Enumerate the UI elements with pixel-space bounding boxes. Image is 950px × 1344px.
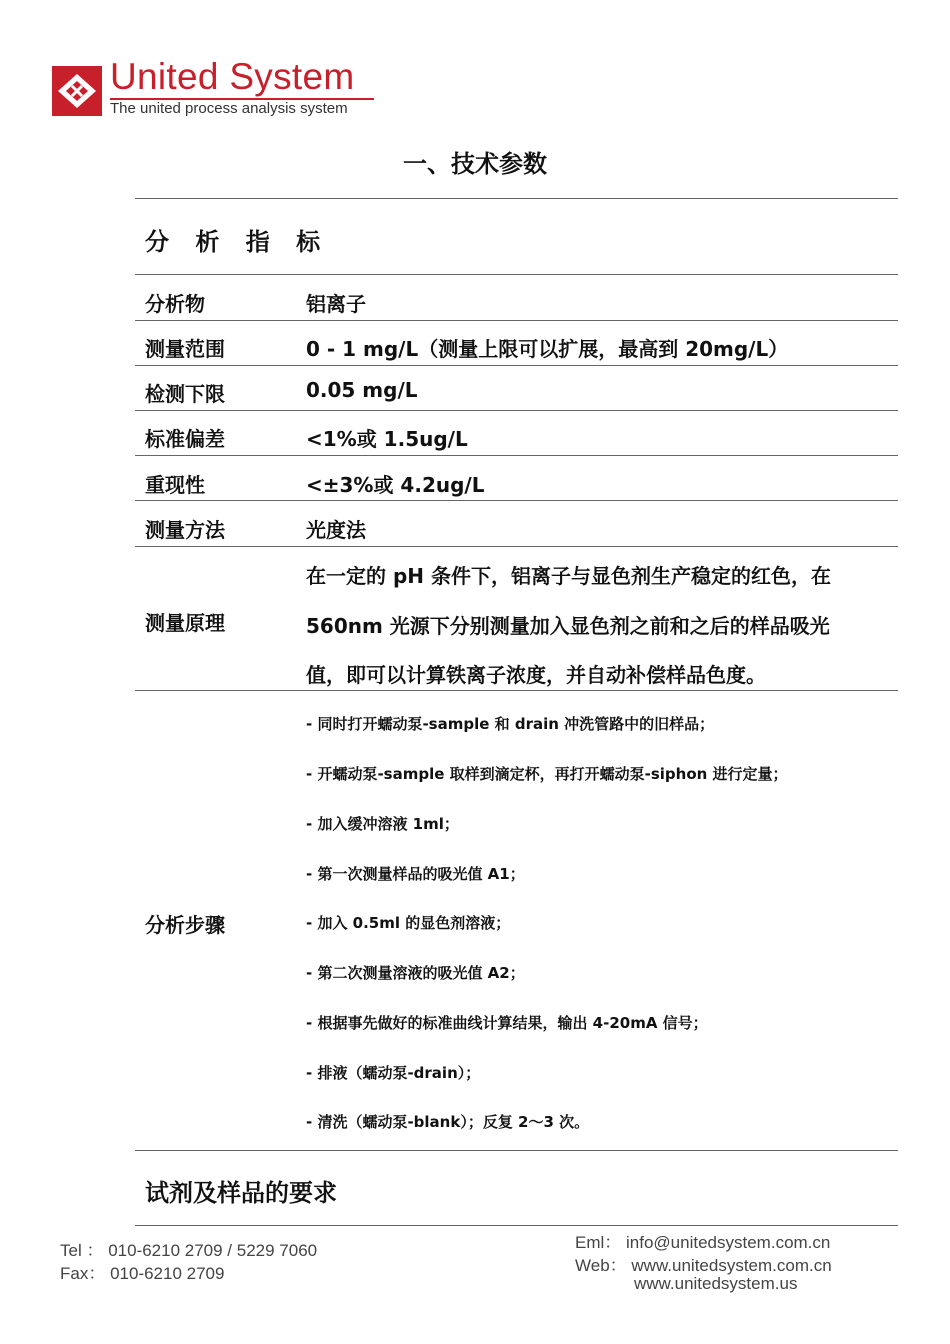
section-heading-reagents: 试剂及样品的要求 (145, 1179, 337, 1207)
table-divider (135, 365, 898, 366)
footer-fax-value: 010-6210 2709 (110, 1264, 225, 1283)
logo-mark-icon (52, 66, 102, 116)
row-label-range: 测量范围 (145, 337, 225, 361)
row-label-principle: 测量原理 (145, 611, 225, 635)
step-item: - 同时打开蠕动泵-sample 和 drain 冲洗管路中的旧样品； (306, 715, 715, 733)
step-item: - 根据事先做好的标准曲线计算结果，输出 4-20mA 信号； (306, 1014, 708, 1032)
table-divider (135, 1150, 898, 1151)
row-label-repeatability: 重现性 (145, 473, 205, 497)
row-label-steps: 分析步骤 (145, 913, 225, 937)
document-title: 一、技术参数 (403, 150, 547, 178)
footer-email-label: Eml： (575, 1233, 622, 1252)
footer-tel-label: Tel ： (60, 1241, 104, 1260)
step-item: - 排液（蠕动泵-drain）； (306, 1064, 481, 1082)
footer-divider (135, 1225, 898, 1226)
row-value-detection-limit: 0.05 mg/L (306, 378, 418, 402)
table-divider (135, 198, 898, 199)
step-item: - 加入缓冲溶液 1ml； (306, 815, 459, 833)
row-label-method: 测量方法 (145, 518, 225, 542)
principle-line: 在一定的 pH 条件下，铝离子与显色剂生产稳定的红色，在 (306, 564, 831, 588)
table-divider (135, 320, 898, 321)
row-value-repeatability: <±3%或 4.2ug/L (306, 473, 485, 497)
row-label-analyte: 分析物 (145, 292, 205, 316)
footer-web-value[interactable]: www.unitedsystem.com.cn (631, 1256, 832, 1275)
footer-web-label: Web： (575, 1256, 627, 1275)
table-divider (135, 546, 898, 547)
row-label-detection-limit: 检测下限 (145, 382, 225, 406)
footer-web (575, 1251, 832, 1276)
logo-tagline: The united process analysis system (110, 100, 348, 117)
table-divider (135, 410, 898, 411)
table-divider (135, 455, 898, 456)
footer-web-alt[interactable]: www.unitedsystem.us (634, 1274, 798, 1293)
footer-fax (60, 1259, 224, 1284)
principle-line: 560nm 光源下分别测量加入显色剂之前和之后的样品吸光 (306, 614, 830, 638)
step-item: - 第二次测量溶液的吸光值 A2； (306, 964, 525, 982)
footer-email-value[interactable]: info@unitedsystem.com.cn (626, 1233, 831, 1252)
row-value-analyte: 铝离子 (306, 292, 366, 316)
logo-name: United System (110, 56, 355, 97)
principle-line: 值，即可以计算铁离子浓度，并自动补偿样品色度。 (306, 663, 766, 687)
table-divider (135, 274, 898, 275)
company-logo (52, 56, 382, 122)
step-item: - 清洗（蠕动泵-blank）；反复 2～3 次。 (306, 1113, 590, 1131)
row-value-method: 光度法 (306, 518, 366, 542)
row-label-std-deviation: 标准偏差 (145, 427, 225, 451)
footer-email (575, 1228, 830, 1253)
table-divider (135, 500, 898, 501)
section-heading-indicators: 分 析 指 标 (145, 228, 330, 256)
footer-tel-value: 010-6210 2709 / 5229 7060 (108, 1241, 318, 1260)
step-item: - 加入 0.5ml 的显色剂溶液； (306, 914, 511, 932)
step-item: - 开蠕动泵-sample 取样到滴定杯，再打开蠕动泵-siphon 进行定量； (306, 765, 788, 783)
row-value-std-deviation: <1%或 1.5ug/L (306, 427, 468, 451)
row-value-range: 0 - 1 mg/L（测量上限可以扩展，最高到 20mg/L） (306, 337, 789, 361)
footer-tel (60, 1236, 317, 1261)
table-divider (135, 690, 898, 691)
step-item: - 第一次测量样品的吸光值 A1； (306, 865, 525, 883)
footer-fax-label: Fax： (60, 1264, 106, 1283)
